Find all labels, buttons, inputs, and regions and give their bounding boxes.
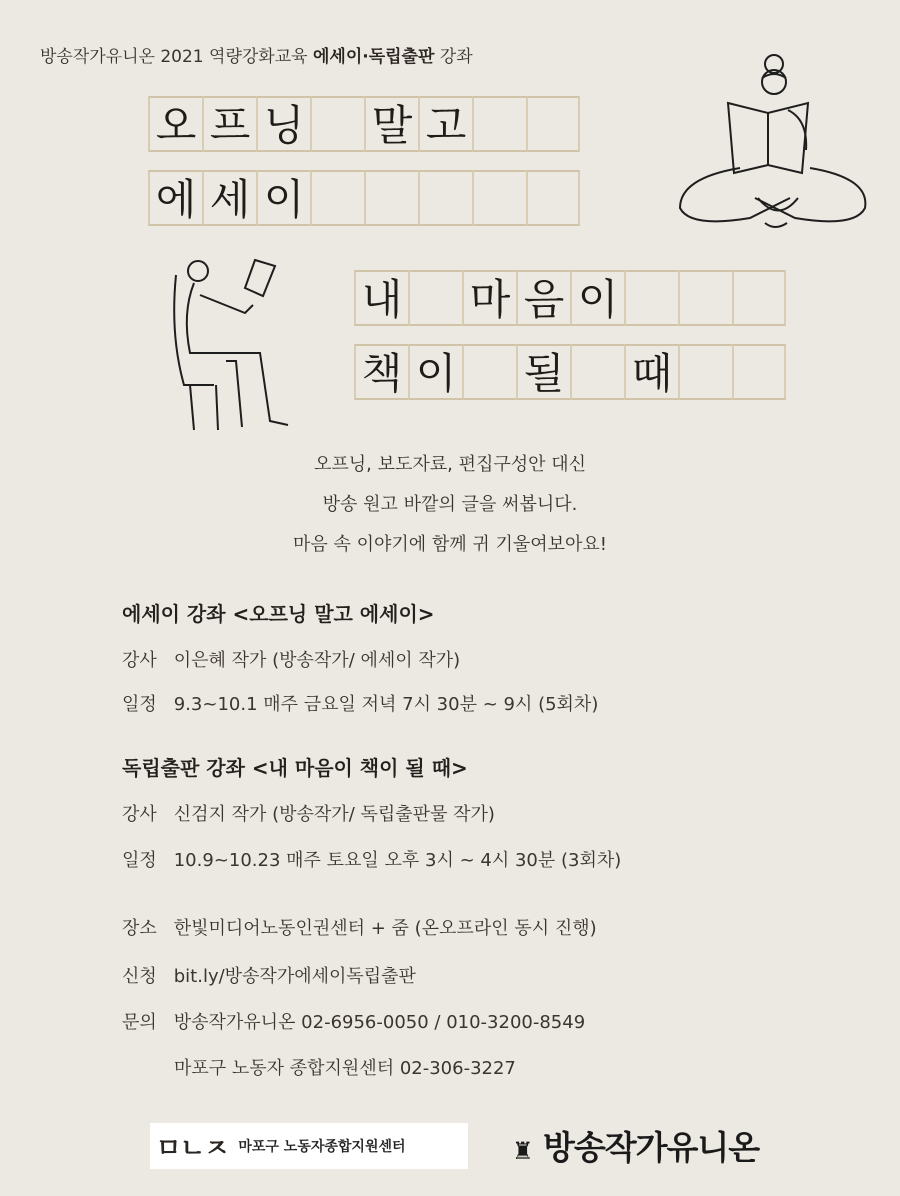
- union-logo: [512, 1122, 759, 1169]
- grid-cell: [526, 170, 580, 226]
- publish-course-title: 독립출판 강좌 <내 마음이 책이 될 때>: [122, 756, 468, 780]
- intro-line-1: 오프닝, 보도자료, 편집구성안 대신: [313, 454, 587, 475]
- reading-woman-illustration: [670, 48, 875, 238]
- grid-cell: 닝: [256, 96, 310, 152]
- grid-cell: 이: [256, 170, 310, 226]
- apply-link[interactable]: bit.ly/방송작가에세이독립출판: [173, 966, 416, 987]
- essay-schedule: [122, 690, 598, 716]
- contact-label: 문의: [122, 1012, 157, 1033]
- grid-cell: [310, 170, 364, 226]
- grid-cell: 세: [202, 170, 256, 226]
- grid-cell: 내: [354, 270, 408, 326]
- essay-lecturer-label: 강사: [122, 650, 157, 671]
- grid-cell: 될: [516, 344, 570, 400]
- contact-value-1: 방송작가유니온 02-6956-0050 / 010-3200-8549: [173, 1012, 586, 1033]
- title2-row1: [354, 270, 786, 326]
- header-suffix: 강좌: [439, 47, 473, 67]
- grid-cell: [732, 344, 786, 400]
- grid-cell: [624, 270, 678, 326]
- grid-cell: 에: [148, 170, 202, 226]
- grid-cell: [408, 270, 462, 326]
- header-highlight: 에세이·독립출판: [312, 47, 435, 67]
- contact-value-2: 마포구 노동자 종합지원센터 02-306-3227: [174, 1058, 516, 1079]
- sitting-man-illustration: [170, 255, 300, 435]
- union-logo-text: 방송작가유니온: [543, 1128, 760, 1167]
- essay-lecturer-value: 이은혜 작가 (방송작가/ 에세이 작가): [173, 650, 461, 671]
- mapo-logo-text: 마포구 노동자종합지원센터: [238, 1139, 406, 1155]
- contact-row-2: [174, 1054, 516, 1080]
- grid-cell: 때: [624, 344, 678, 400]
- grid-cell: [732, 270, 786, 326]
- place-value: 한빛미디어노동인권센터 + 줌 (온오프라인 동시 진행): [173, 918, 597, 939]
- grid-cell: 말: [364, 96, 418, 152]
- mapo-center-logo: [150, 1123, 468, 1169]
- grid-cell: [462, 344, 516, 400]
- intro-line-3: 마음 속 이야기에 함께 귀 기울여보아요!: [292, 534, 608, 555]
- union-logo-icon: ♜: [512, 1137, 533, 1165]
- grid-cell: 고: [418, 96, 472, 152]
- grid-cell: [678, 344, 732, 400]
- grid-cell: 음: [516, 270, 570, 326]
- grid-cell: 이: [408, 344, 462, 400]
- header-line: [40, 42, 473, 67]
- grid-cell: [472, 96, 526, 152]
- grid-cell: [678, 270, 732, 326]
- place-row: [122, 914, 597, 940]
- contact-row: [122, 1008, 585, 1034]
- essay-schedule-label: 일정: [122, 694, 157, 715]
- header-prefix: 방송작가유니온 2021 역량강화교육: [40, 47, 308, 67]
- publish-schedule-label: 일정: [122, 850, 157, 871]
- publish-lecturer-value: 신검지 작가 (방송작가/ 독립출판물 작가): [173, 804, 495, 825]
- publish-schedule-value: 10.9~10.23 매주 토요일 오후 3시 ~ 4시 30분 (3회차): [173, 850, 622, 871]
- publish-lecturer-label: 강사: [122, 804, 157, 825]
- title1-row2: [148, 170, 580, 226]
- grid-cell: [570, 344, 624, 400]
- grid-cell: 책: [354, 344, 408, 400]
- grid-cell: [310, 96, 364, 152]
- grid-cell: 프: [202, 96, 256, 152]
- grid-cell: [526, 96, 580, 152]
- publish-schedule: [122, 846, 621, 872]
- intro-line-2: 방송 원고 바깥의 글을 써봅니다.: [322, 494, 578, 515]
- grid-cell: 이: [570, 270, 624, 326]
- grid-cell: 마: [462, 270, 516, 326]
- grid-cell: 오: [148, 96, 202, 152]
- apply-label: 신청: [122, 966, 157, 987]
- grid-cell: [472, 170, 526, 226]
- grid-cell: [364, 170, 418, 226]
- title2-row2: [354, 344, 786, 400]
- place-label: 장소: [122, 918, 157, 939]
- title1-row1: [148, 96, 580, 152]
- mapo-logo-mark: ㅁㄴㅈ: [156, 1133, 229, 1164]
- essay-course-title: 에세이 강좌 <오프닝 말고 에세이>: [122, 602, 435, 626]
- apply-row: [122, 962, 416, 988]
- publish-lecturer: [122, 800, 495, 826]
- essay-schedule-value: 9.3~10.1 매주 금요일 저녁 7시 30분 ~ 9시 (5회차): [173, 694, 599, 715]
- essay-lecturer: [122, 646, 460, 672]
- grid-cell: [418, 170, 472, 226]
